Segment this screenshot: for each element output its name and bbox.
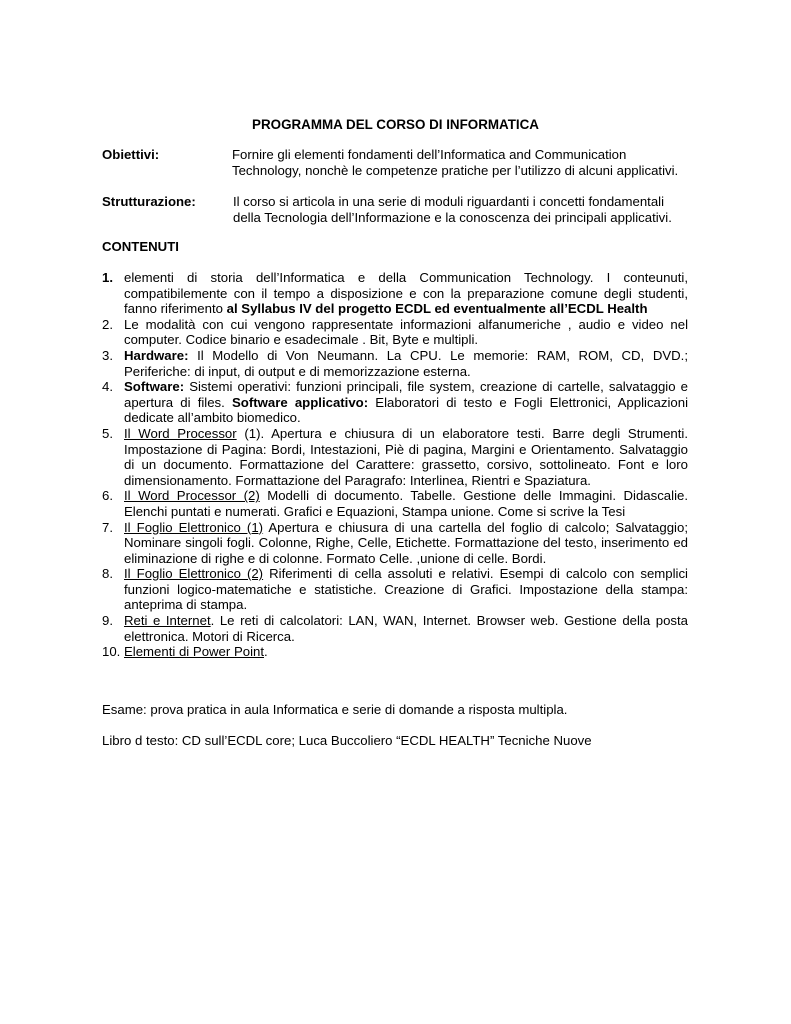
item-underlined: Il Foglio Elettronico (2)	[124, 566, 264, 582]
item-number: 6.	[102, 488, 113, 504]
obiettivi-line-2: Technology, nonchè le competenze pratiche per l’utilizzo di alcuni applicativi.	[232, 162, 679, 178]
item-number: 8.	[102, 566, 113, 582]
item-text: Le modalità con cui vengono rappresentate informazioni alfanumeriche , audio e video nel computer. Codice binario e esadecimale . Bit, Byte e multipli.	[124, 316, 688, 348]
item-text: Apertura e chiusura di una cartella del foglio di calcolo; Salvataggio; Nominare singoli fogli. Colonne, Righe, Celle, Etichette. Formattazione del testo, inserimento ed eliminazione di righe e di colonne. Formato Celle. ,unione di celle. Bordi.	[124, 519, 688, 566]
obiettivi-text	[232, 147, 702, 178]
list-item	[102, 520, 688, 567]
item-number: 5.	[102, 425, 113, 441]
list-item	[102, 566, 688, 613]
item-underlined: Il Word Processor (2)	[124, 488, 260, 504]
item-text: . Le reti di calcolatori: LAN, WAN, Internet. Browser web. Gestione della posta elettronica. Motori di Ricerca.	[124, 613, 688, 644]
list-item	[102, 644, 688, 660]
strutturazione-label: Strutturazione:	[102, 194, 196, 209]
item-text: Sistemi operativi: funzioni principali, file system, creazione di cartelle, salvataggio e apertura di files.	[124, 379, 688, 410]
list-item	[102, 613, 688, 644]
list-item	[102, 348, 688, 379]
list-item	[102, 317, 688, 348]
item-text: Il Modello di Von Neumann. La CPU. Le memorie: RAM, ROM, CD, DVD.; Periferiche: di input, di output e di memorizzazione esterna.	[124, 347, 688, 379]
list-item	[102, 488, 688, 519]
item-text: (1). Apertura e chiusura di un elaboratore testi. Barre degli Strumenti. Impostazione di Pagina: Bordi, Intestazioni, Piè di pagina, Margini e Orientamento. Salvataggio di un documento. Formattazione del Carattere: grassetto, corsivo, sottolineato. Font e loro dimensionamento. Formattazione del Paragrafo: Interlinea, Rientri e Spaziatura.	[124, 425, 688, 488]
item-number: 3.	[102, 347, 113, 363]
item-underlined: Il Foglio Elettronico (1)	[124, 519, 264, 535]
item-text: elementi di storia dell’Informatica e della Communication Technology. I conteunuti, compatibilemente con il tempo a disposizione e con la preparazione comune degli studenti, fanno riferimento	[124, 270, 688, 317]
item-text-2: Elaboratori di testo e Fogli Elettronici, Applicazioni dedicate all’ambito biomedico.	[124, 394, 688, 426]
strutturazione-text	[233, 194, 703, 225]
item-underlined: Il Word Processor	[124, 425, 237, 441]
strutturazione-line-1: Il corso si articola in una serie di moduli riguardanti i concetti fondamentali	[233, 194, 665, 209]
item-text: .	[264, 644, 268, 660]
item-bold-text: al Syllabus IV del progetto ECDL ed eventualmente all’ECDL Health	[226, 301, 648, 317]
obiettivi-label: Obiettivi:	[102, 147, 160, 162]
strutturazione-line-2: della Tecnologia dell’Informazione e la conoscenza dei principali applicativi.	[233, 209, 672, 225]
item-number: 2.	[102, 316, 113, 332]
document-title: PROGRAMMA DEL CORSO DI INFORMATICA	[252, 117, 539, 132]
item-number: 10.	[102, 644, 121, 660]
contenuti-heading: CONTENUTI	[102, 239, 179, 254]
item-lead: Software:	[124, 379, 185, 395]
item-underlined: Reti e Internet	[124, 613, 211, 629]
item-number: 7.	[102, 519, 113, 535]
list-item	[102, 270, 688, 317]
item-number: 4.	[102, 379, 113, 395]
obiettivi-line-1: Fornire gli elementi fondamenti dell’Informatica and Communication	[232, 147, 627, 162]
item-lead: Hardware:	[124, 347, 189, 363]
list-item	[102, 426, 688, 488]
list-item	[102, 379, 688, 426]
textbook-note: Libro d testo: CD sull’ECDL core; Luca Buccoliero “ECDL HEALTH” Tecniche Nuove	[102, 733, 592, 748]
item-text: Modelli di documento. Tabelle. Gestione delle Immagini. Didascalie. Elenchi puntati e numerati. Grafici e Equazioni, Stampa unione. Come si scrive la Tesi	[124, 488, 688, 519]
item-number: 9.	[102, 613, 113, 629]
item-text: Riferimenti di cella assoluti e relativi. Esempi di calcolo con semplici funzioni logico-matematiche e statistiche. Creazione di Grafici. Impostazione della stampa: anteprima di stampa.	[124, 566, 688, 613]
exam-note: Esame: prova pratica in aula Informatica e serie di domande a risposta multipla.	[102, 702, 568, 717]
item-bold-text: Software applicativo:	[231, 394, 369, 410]
item-underlined: Elementi di Power Point	[124, 644, 265, 660]
item-number: 1.	[102, 270, 113, 285]
contenuti-list	[102, 270, 688, 660]
